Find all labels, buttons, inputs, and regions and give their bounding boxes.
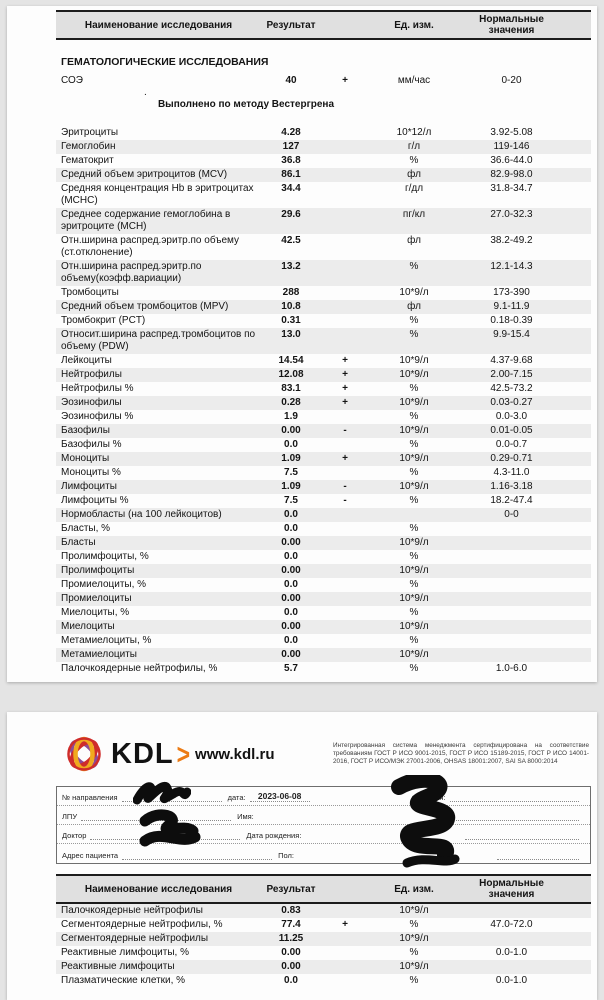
column-header-name: Наименование исследования — [84, 883, 233, 895]
result-row — [56, 592, 591, 606]
result-flag — [321, 523, 369, 535]
test-result: 77.4 — [281, 919, 301, 930]
normal-range: 3.92-5.08 — [490, 127, 533, 138]
test-name: Базофилы — [61, 425, 110, 436]
test-unit: % — [409, 329, 419, 340]
test-result: 0.0 — [284, 551, 298, 562]
test-unit: % — [409, 607, 419, 618]
test-result: 0.0 — [284, 607, 298, 618]
result-row — [56, 328, 591, 354]
result-row — [56, 480, 591, 494]
result-flag — [321, 607, 369, 619]
test-name: Сегментоядерные нейтрофилы, % — [61, 919, 223, 930]
test-unit: % — [409, 261, 419, 272]
test-name: Промиелоциты, % — [61, 579, 147, 590]
test-unit: 10*9/л — [399, 621, 429, 632]
result-row-soe — [56, 74, 591, 88]
result-flag — [321, 155, 369, 167]
test-result: 0.31 — [281, 315, 301, 326]
result-flag — [321, 905, 369, 917]
test-unit: 10*12/л — [396, 127, 432, 138]
normal-range: 2.00-7.15 — [490, 369, 533, 380]
test-result: 0.00 — [281, 961, 301, 972]
normal-range — [459, 649, 564, 661]
result-row — [56, 634, 591, 648]
test-unit: 10*9/л — [399, 397, 429, 408]
test-unit: % — [409, 383, 419, 394]
test-result: 4.28 — [281, 127, 301, 138]
result-flag — [321, 287, 369, 299]
test-result: 86.1 — [281, 169, 301, 180]
test-result: 34.4 — [281, 183, 301, 194]
test-result: 0.0 — [284, 509, 298, 520]
normal-range — [459, 905, 564, 917]
form-row-lpu — [57, 806, 590, 825]
test-unit — [369, 509, 459, 521]
test-result: 10.8 — [281, 301, 301, 312]
normal-range: 0.0-3.0 — [495, 411, 528, 422]
result-row — [56, 648, 591, 662]
result-row — [56, 168, 591, 182]
test-name: Нейтрофилы % — [61, 383, 134, 394]
test-unit: 10*9/л — [399, 961, 429, 972]
test-name: Реактивные лимфоциты — [61, 961, 175, 972]
result-flag: + — [342, 397, 348, 408]
result-row — [56, 508, 591, 522]
result-flag: + — [342, 369, 348, 380]
column-header-result: Результат — [266, 19, 316, 31]
test-name: Лейкоциты — [61, 355, 112, 366]
result-row — [56, 918, 591, 932]
result-flag: + — [342, 355, 348, 366]
result-row — [56, 536, 591, 550]
test-unit: % — [409, 411, 419, 422]
result-flag — [321, 183, 369, 207]
brand-name: KDL — [111, 737, 174, 770]
result-row — [56, 578, 591, 592]
result-flag — [321, 621, 369, 633]
test-result: 0.00 — [281, 425, 301, 436]
result-flag — [321, 961, 369, 973]
test-result: 7.5 — [284, 495, 298, 506]
patient-address-value — [122, 859, 272, 860]
test-unit: 10*9/л — [399, 905, 429, 916]
test-name: Относит.ширина распред.тромбоцитов по объему (PDW) — [61, 329, 256, 352]
result-row — [56, 662, 591, 676]
test-name: Средняя концентрация Hb в эритроцитах (MCHC) — [61, 183, 254, 206]
test-unit: 10*9/л — [399, 933, 429, 944]
test-unit: 10*9/л — [399, 565, 429, 576]
test-name: Отн.ширина распред.эритр.по объему (ст.отклонение) — [61, 235, 240, 258]
test-unit: фл — [407, 235, 421, 246]
normal-range: 42.5-73.2 — [490, 383, 533, 394]
normal-range: 31.8-34.7 — [490, 183, 533, 194]
result-flag — [321, 315, 369, 327]
test-name: Реактивные лимфоциты, % — [61, 947, 189, 958]
normal-range: 0-0 — [504, 509, 519, 520]
test-name: Плазматические клетки, % — [61, 975, 186, 986]
result-row — [56, 368, 591, 382]
kdl-logo-icon — [64, 734, 104, 774]
redaction-scribble — [139, 809, 201, 851]
result-flag — [321, 947, 369, 959]
form-row-doctor — [57, 825, 590, 844]
test-unit: 10*9/л — [399, 425, 429, 436]
sex-label: Пол: — [278, 851, 294, 860]
test-unit: % — [409, 155, 419, 166]
normal-range — [459, 607, 564, 619]
test-unit: пг/кл — [402, 209, 426, 220]
normal-range — [459, 635, 564, 647]
normal-range: 1.16-3.18 — [490, 481, 533, 492]
result-row — [56, 354, 591, 368]
normal-range — [459, 537, 564, 549]
result-flag — [321, 439, 369, 451]
result-flag — [321, 261, 369, 285]
test-name: Среднее содержание гемоглобина в эритроците (MCH) — [61, 209, 231, 232]
surname-label: Фамилия: — [411, 793, 446, 802]
test-result: 288 — [282, 287, 300, 298]
test-unit: % — [409, 495, 419, 506]
test-name: Нейтрофилы — [61, 369, 122, 380]
letterhead — [64, 734, 591, 774]
result-flag — [321, 537, 369, 549]
test-result: 13.0 — [281, 329, 301, 340]
test-result: 127 — [282, 141, 300, 152]
test-unit: 10*9/л — [399, 369, 429, 380]
result-flag — [321, 411, 369, 423]
chevron-icon: > — [176, 737, 191, 770]
test-name: Пролимфоциты, % — [61, 551, 149, 562]
test-name: Гематокрит — [61, 155, 114, 166]
result-flag — [321, 329, 369, 353]
test-result: 0.00 — [281, 649, 301, 660]
result-flag — [321, 467, 369, 479]
form-row-address — [57, 844, 590, 863]
lab-report-page-2 — [7, 712, 597, 1000]
dot-mark: . — [144, 87, 147, 98]
result-row — [56, 314, 591, 328]
normal-range: 38.2-49.2 — [490, 235, 533, 246]
birthdate-label: Дата рождения: — [246, 831, 302, 840]
test-result: 0.0 — [284, 439, 298, 450]
test-result: 83.1 — [281, 383, 301, 394]
test-unit: мм/час — [397, 75, 431, 86]
test-unit: % — [409, 947, 419, 958]
certification-text: Интегрированная система менеджмента сертифицирована на соответствие требованиям ГОСТ Р ИСО 9001-2015, ГОСТ Р ИСО 15189-2015, ГОСТ Р ИСО 14001-2016, ГОСТ Р ИСО/МЭК 27001-2006, OHSAS 18001:2007, SAI SA 8000:2014 — [333, 742, 589, 765]
test-unit: 10*9/л — [399, 481, 429, 492]
date-value: 2023-06-08 — [250, 791, 310, 802]
result-row — [56, 466, 591, 480]
test-unit: фл — [407, 169, 421, 180]
test-unit: % — [409, 439, 419, 450]
result-flag — [321, 565, 369, 577]
test-result: 11.25 — [278, 933, 304, 944]
firstname-label: Имя: — [237, 812, 254, 821]
test-unit: % — [409, 579, 419, 590]
test-name: Палочкоядерные нейтрофилы — [61, 905, 203, 916]
result-row — [56, 550, 591, 564]
normal-range — [459, 593, 564, 605]
normal-range: 18.2-47.4 — [490, 495, 533, 506]
result-flag — [321, 975, 369, 987]
test-unit: 10*9/л — [399, 287, 429, 298]
results-table-header — [56, 10, 591, 40]
test-name: Бласты — [61, 537, 96, 548]
test-name: Промиелоциты — [61, 593, 132, 604]
test-name: Нормобласты (на 100 лейкоцитов) — [61, 509, 222, 520]
result-flag: + — [342, 453, 348, 464]
result-row — [56, 382, 591, 396]
column-header-unit: Ед. изм. — [394, 883, 434, 895]
test-unit: 10*9/л — [399, 649, 429, 660]
result-flag — [321, 127, 369, 139]
normal-range: 27.0-32.3 — [490, 209, 533, 220]
result-flag: - — [343, 425, 347, 436]
normal-range: 1.0-6.0 — [495, 663, 528, 674]
result-flag — [321, 663, 369, 675]
result-row — [56, 286, 591, 300]
results-table-page2 — [56, 904, 591, 988]
patient-info-form — [56, 786, 591, 864]
test-name: Гемоглобин — [61, 141, 116, 152]
result-row — [56, 946, 591, 960]
column-header-unit: Ед. изм. — [394, 19, 434, 31]
column-header-result: Результат — [266, 883, 316, 895]
test-name: Тромбокрит (PCT) — [61, 315, 146, 326]
test-result: 42.5 — [281, 235, 301, 246]
results-table-page1 — [56, 126, 591, 676]
column-header-norm: Нормальные значения — [479, 878, 544, 900]
test-result: 40 — [285, 75, 297, 86]
result-row — [56, 932, 591, 946]
result-row — [56, 452, 591, 466]
result-row — [56, 960, 591, 974]
lab-report-page-1 — [7, 6, 597, 682]
result-flag — [321, 551, 369, 563]
result-flag — [321, 209, 369, 233]
normal-range: 82.9-98.0 — [490, 169, 533, 180]
result-row — [56, 522, 591, 536]
test-result: 14.54 — [278, 355, 304, 366]
normal-range: 36.6-44.0 — [490, 155, 533, 166]
test-result: 0.00 — [281, 593, 301, 604]
result-flag — [321, 509, 369, 521]
normal-range: 9.9-15.4 — [493, 329, 530, 340]
test-result: 13.2 — [281, 261, 301, 272]
test-name: Миелоциты — [61, 621, 115, 632]
result-row — [56, 260, 591, 286]
result-row — [56, 904, 591, 918]
normal-range: 0-20 — [501, 75, 522, 86]
test-result: 0.28 — [281, 397, 301, 408]
result-row — [56, 564, 591, 578]
results-table-header — [56, 874, 591, 904]
normal-range: 0.0-1.0 — [495, 975, 528, 986]
test-result: 0.0 — [284, 523, 298, 534]
referral-number-label: № направления — [62, 793, 118, 802]
test-unit: % — [409, 315, 419, 326]
result-flag — [321, 141, 369, 153]
test-unit: фл — [407, 301, 421, 312]
test-result: 1.9 — [284, 411, 298, 422]
normal-range: 9.1-11.9 — [493, 301, 530, 312]
test-name: Тромбоциты — [61, 287, 119, 298]
redaction-scribble — [133, 780, 191, 808]
patient-address-label: Адрес пациента — [62, 851, 119, 860]
test-unit: % — [409, 523, 419, 534]
normal-range: 0.18-0.39 — [490, 315, 533, 326]
result-flag — [321, 301, 369, 313]
normal-range — [459, 933, 564, 945]
doctor-label: Доктор — [62, 831, 87, 840]
test-result: 0.0 — [284, 635, 298, 646]
test-name: Моноциты — [61, 453, 110, 464]
test-unit: % — [409, 919, 419, 930]
test-name: Эритроциты — [61, 127, 119, 138]
test-name: Эозинофилы — [61, 397, 122, 408]
website-url: www.kdl.ru — [195, 745, 275, 763]
normal-range: 0.01-0.05 — [490, 425, 533, 436]
normal-range: 4.3-11.0 — [493, 467, 530, 478]
test-result: 1.09 — [281, 453, 301, 464]
test-result: 0.0 — [284, 579, 298, 590]
normal-range — [459, 565, 564, 577]
result-flag — [321, 635, 369, 647]
test-name: Миелоциты, % — [61, 607, 130, 618]
test-unit: 10*9/л — [399, 355, 429, 366]
lpu-label: ЛПУ — [62, 812, 78, 821]
result-flag — [321, 649, 369, 661]
result-flag: - — [343, 481, 347, 492]
column-header-norm: Нормальные значения — [479, 14, 544, 36]
result-row — [56, 396, 591, 410]
firstname-value — [456, 820, 579, 821]
test-name: Метамиелоциты — [61, 649, 137, 660]
test-result: 7.5 — [284, 467, 298, 478]
section-title-hematology: ГЕМАТОЛОГИЧЕСКИЕ ИССЛЕДОВАНИЯ — [61, 56, 269, 68]
test-unit: % — [409, 635, 419, 646]
test-name: Базофилы % — [61, 439, 122, 450]
normal-range — [459, 551, 564, 563]
redaction-scribble — [385, 775, 465, 869]
test-result: 0.83 — [281, 905, 301, 916]
result-flag: + — [342, 75, 348, 86]
date-label: дата: — [227, 793, 246, 802]
result-flag — [321, 593, 369, 605]
birthdate-value — [465, 839, 579, 840]
normal-range — [459, 621, 564, 633]
result-flag: + — [342, 383, 348, 394]
surname-value — [450, 801, 579, 802]
normal-range: 0.29-0.71 — [490, 453, 533, 464]
test-name: СОЭ — [61, 75, 83, 86]
test-result: 29.6 — [281, 209, 301, 220]
result-flag: - — [343, 495, 347, 506]
test-unit: 10*9/л — [399, 593, 429, 604]
result-flag — [321, 169, 369, 181]
normal-range: 47.0-72.0 — [490, 919, 533, 930]
test-name: Эозинофилы % — [61, 411, 134, 422]
result-row — [56, 300, 591, 314]
column-header-name: Наименование исследования — [84, 19, 233, 31]
test-name: Бласты, % — [61, 523, 111, 534]
result-row — [56, 410, 591, 424]
result-row — [56, 126, 591, 140]
normal-range: 4.37-9.68 — [490, 355, 533, 366]
normal-range: 119-146 — [493, 141, 530, 152]
test-result: 0.00 — [281, 621, 301, 632]
result-row — [56, 234, 591, 260]
normal-range — [459, 523, 564, 535]
normal-range: 12.1-14.3 — [490, 261, 533, 272]
result-flag: + — [342, 919, 348, 930]
test-result: 0.00 — [281, 565, 301, 576]
normal-range: 0.0-1.0 — [495, 947, 528, 958]
test-unit: г/дл — [404, 183, 424, 194]
test-result: 1.09 — [281, 481, 301, 492]
result-row — [56, 438, 591, 452]
test-name: Метамиелоциты, % — [61, 635, 152, 646]
test-unit: % — [409, 551, 419, 562]
test-unit: % — [409, 467, 419, 478]
result-row — [56, 974, 591, 988]
result-flag — [321, 933, 369, 945]
test-unit: % — [409, 975, 419, 986]
test-name: Сегментоядерные нейтрофилы — [61, 933, 209, 944]
result-row — [56, 606, 591, 620]
test-result: 5.7 — [284, 663, 298, 674]
result-row — [56, 424, 591, 438]
test-name: Средний объем тромбоцитов (MPV) — [61, 301, 229, 312]
result-row — [56, 494, 591, 508]
result-row — [56, 182, 591, 208]
test-name: Средний объем эритроцитов (MCV) — [61, 169, 228, 180]
test-result: 12.08 — [278, 369, 304, 380]
test-unit: % — [409, 663, 419, 674]
result-row — [56, 208, 591, 234]
normal-range — [459, 579, 564, 591]
result-row — [56, 140, 591, 154]
normal-range: 0.0-0.7 — [495, 439, 528, 450]
result-row — [56, 154, 591, 168]
normal-range: 173-390 — [493, 287, 530, 298]
test-unit: 10*9/л — [399, 453, 429, 464]
test-unit: 10*9/л — [399, 537, 429, 548]
test-name: Отн.ширина распред.эритр.по объему(коэфф.вариации) — [61, 261, 202, 284]
result-flag — [321, 235, 369, 259]
test-name: Лимфоциты % — [61, 495, 129, 506]
test-result: 0.00 — [281, 947, 301, 958]
test-result: 0.00 — [281, 537, 301, 548]
test-name: Лимфоциты — [61, 481, 117, 492]
test-result: 36.8 — [281, 155, 301, 166]
sex-value — [497, 859, 579, 860]
test-name: Палочкоядерные нейтрофилы, % — [61, 663, 218, 674]
normal-range — [459, 961, 564, 973]
test-name: Пролимфоциты — [61, 565, 135, 576]
result-row — [56, 620, 591, 634]
method-note: Выполнено по методу Вестергрена — [157, 99, 335, 110]
test-result: 0.0 — [284, 975, 298, 986]
test-unit: г/л — [407, 141, 421, 152]
normal-range: 0.03-0.27 — [490, 397, 533, 408]
test-name: Моноциты % — [61, 467, 121, 478]
result-flag — [321, 579, 369, 591]
